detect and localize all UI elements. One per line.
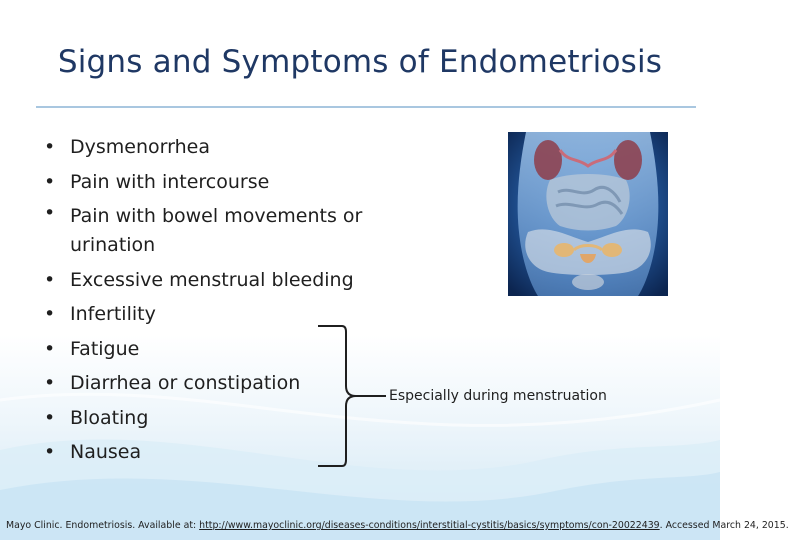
list-item bbox=[44, 130, 374, 165]
bullet-glyph: • bbox=[44, 170, 56, 193]
list-item bbox=[44, 263, 374, 298]
list-item-text: Pain with bowel movements or urination bbox=[70, 204, 363, 256]
list-item bbox=[44, 199, 374, 263]
list-item-text: Excessive menstrual bleeding bbox=[70, 268, 354, 291]
title-divider bbox=[36, 106, 696, 108]
list-item bbox=[44, 165, 374, 200]
list-item-text: Diarrhea or constipation bbox=[70, 372, 301, 394]
bullet-glyph: • bbox=[44, 441, 56, 463]
citation-link[interactable]: http://www.mayoclinic.org/diseases-conditions/interstitial-cystitis/basics/symptoms/con-20022439 bbox=[199, 520, 660, 531]
page-title: Signs and Symptoms of Endometriosis bbox=[57, 44, 663, 80]
bullet-glyph: • bbox=[44, 337, 56, 360]
bullet-glyph: • bbox=[44, 372, 56, 394]
list-item-text: Dysmenorrhea bbox=[70, 136, 210, 158]
list-item-text: Bloating bbox=[70, 406, 149, 429]
anatomy-image bbox=[508, 132, 668, 296]
bullet-glyph: • bbox=[44, 268, 56, 291]
list-item-text: Infertility bbox=[70, 303, 156, 325]
citation-prefix: Mayo Clinic. Endometriosis. Available at: bbox=[6, 520, 200, 531]
citation-suffix: . Accessed March 24, 2015. bbox=[659, 520, 789, 531]
bullet-glyph: • bbox=[44, 303, 56, 325]
list-item-text: Nausea bbox=[70, 441, 142, 463]
bullet-glyph: • bbox=[44, 406, 56, 429]
citation bbox=[6, 520, 789, 531]
bullet-glyph: • bbox=[44, 136, 56, 158]
list-item-text: Pain with intercourse bbox=[70, 170, 270, 193]
bullet-glyph: • bbox=[44, 202, 56, 224]
brace-note: Especially during menstruation bbox=[389, 388, 607, 404]
list-item-text: Fatigue bbox=[70, 337, 140, 360]
